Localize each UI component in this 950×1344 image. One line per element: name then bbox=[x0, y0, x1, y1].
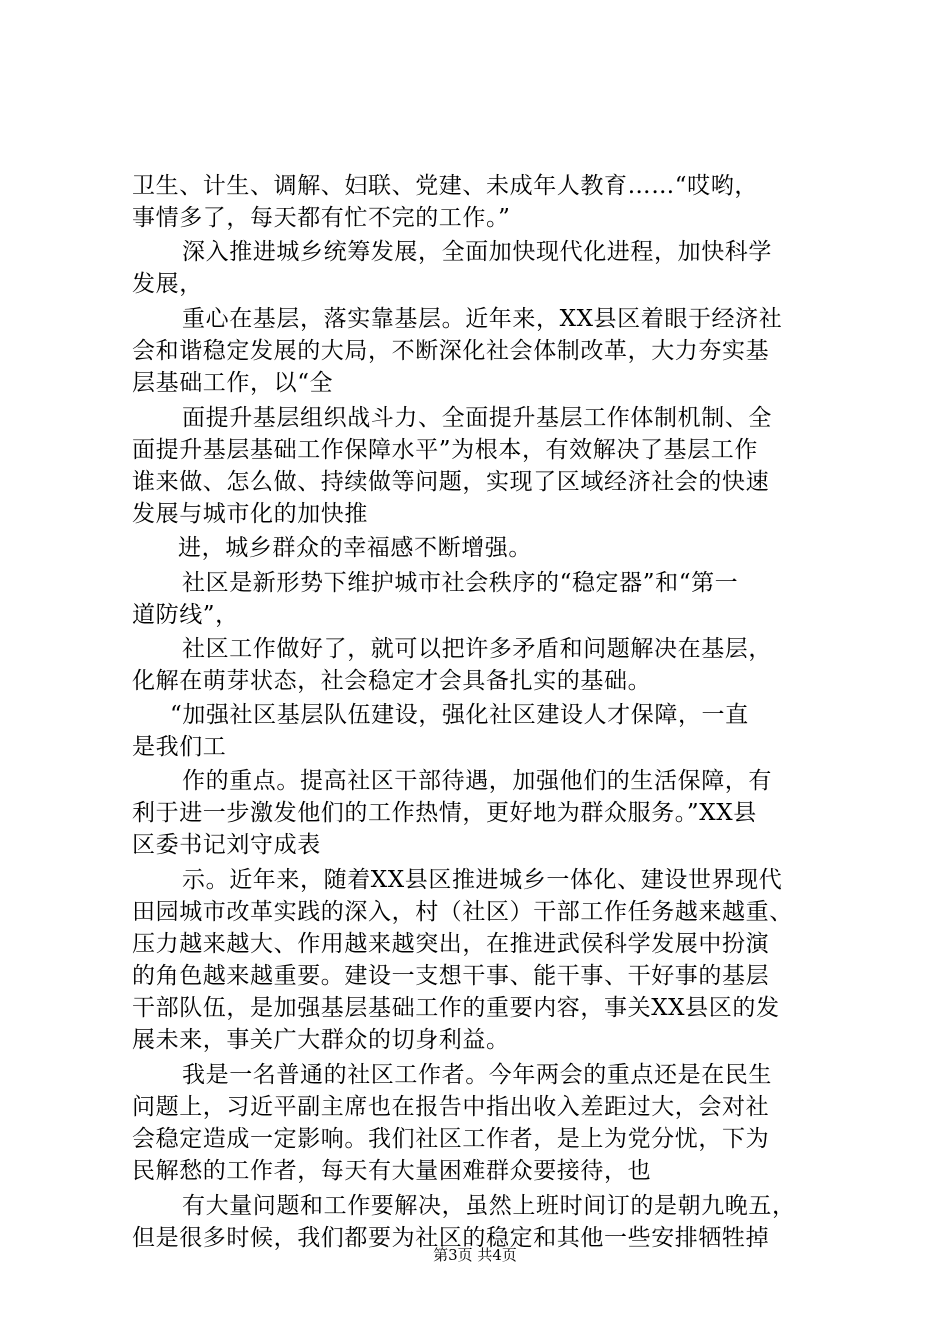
text-line: 示。近年来，随着XX县区推进城乡一体化、建设世界现代 bbox=[182, 867, 783, 893]
text-line: 发展与城市化的加快推 bbox=[132, 501, 368, 527]
text-line: 田园城市改革实践的深入，村（社区）干部工作任务越来越重、 bbox=[132, 899, 793, 925]
text-line: 会稳定造成一定影响。我们社区工作者，是上为党分忧，下为 bbox=[132, 1126, 770, 1152]
text-line: 区委书记刘守成表 bbox=[132, 832, 321, 858]
text-line: “加强社区基层队伍建设，强化社区建设人才保障，一直 bbox=[170, 702, 749, 728]
text-line: 但是很多时候，我们都要为社区的稳定和其他一些安排牺牲掉 bbox=[132, 1225, 770, 1251]
text-line: 的角色越来越重要。建设一支想干事、能干事、干好事的基层 bbox=[132, 963, 770, 989]
text-line: 化解在萌芽状态，社会稳定才会具备扎实的基础。 bbox=[132, 668, 652, 694]
text-line: 有大量问题和工作要解决，虽然上班时间订的是朝九晚五， bbox=[182, 1193, 796, 1219]
text-line: 谁来做、怎么做、持续做等问题，实现了区域经济社会的快速 bbox=[132, 469, 770, 495]
text-line: 社区是新形势下维护城市社会秩序的“稳定器”和“第一 bbox=[182, 570, 739, 596]
text-line: 是我们工 bbox=[132, 734, 227, 760]
page-number: 第3页 共4页 bbox=[433, 1246, 517, 1264]
text-line: 我是一名普通的社区工作者。今年两会的重点还是在民生 bbox=[182, 1062, 772, 1088]
text-line: 问题上，习近平副主席也在报告中指出收入差距过大，会对社 bbox=[132, 1094, 770, 1120]
text-line: 压力越来越大、作用越来越突出，在推进武侯科学发展中扮演 bbox=[132, 931, 770, 957]
text-line: 层基础工作，以“全 bbox=[132, 370, 334, 396]
text-line: 发展， bbox=[132, 271, 203, 297]
text-line: 民解愁的工作者，每天有大量困难群众要接待，也 bbox=[132, 1158, 652, 1184]
text-line: 利于进一步激发他们的工作热情，更好地为群众服务。”XX县 bbox=[132, 800, 757, 826]
text-line: 社区工作做好了，就可以把许多矛盾和问题解决在基层， bbox=[182, 636, 772, 662]
text-line: 面提升基层基础工作保障水平”为根本，有效解决了基层工作 bbox=[132, 437, 758, 463]
text-line: 重心在基层，落实靠基层。近年来，XX县区着眼于经济社 bbox=[182, 306, 783, 332]
text-line: 干部队伍，是加强基层基础工作的重要内容，事关XX县区的发 bbox=[132, 995, 780, 1021]
text-line: 进，城乡群众的幸福感不断增强。 bbox=[178, 535, 532, 561]
text-line: 面提升基层组织战斗力、全面提升基层工作体制机制、全 bbox=[182, 405, 772, 431]
text-line: 深入推进城乡统筹发展，全面加快现代化进程，加快科学 bbox=[182, 239, 772, 265]
text-line: 作的重点。提高社区干部待遇，加强他们的生活保障，有 bbox=[182, 768, 772, 794]
text-line: 事情多了，每天都有忙不完的工作。” bbox=[132, 205, 511, 231]
text-line: 卫生、计生、调解、妇联、党建、未成年人教育……“哎哟， bbox=[132, 173, 758, 199]
text-line: 道防线”， bbox=[132, 602, 239, 628]
text-line: 展未来，事关广大群众的切身利益。 bbox=[132, 1027, 510, 1053]
text-line: 会和谐稳定发展的大局，不断深化社会体制改革，大力夯实基 bbox=[132, 338, 770, 364]
